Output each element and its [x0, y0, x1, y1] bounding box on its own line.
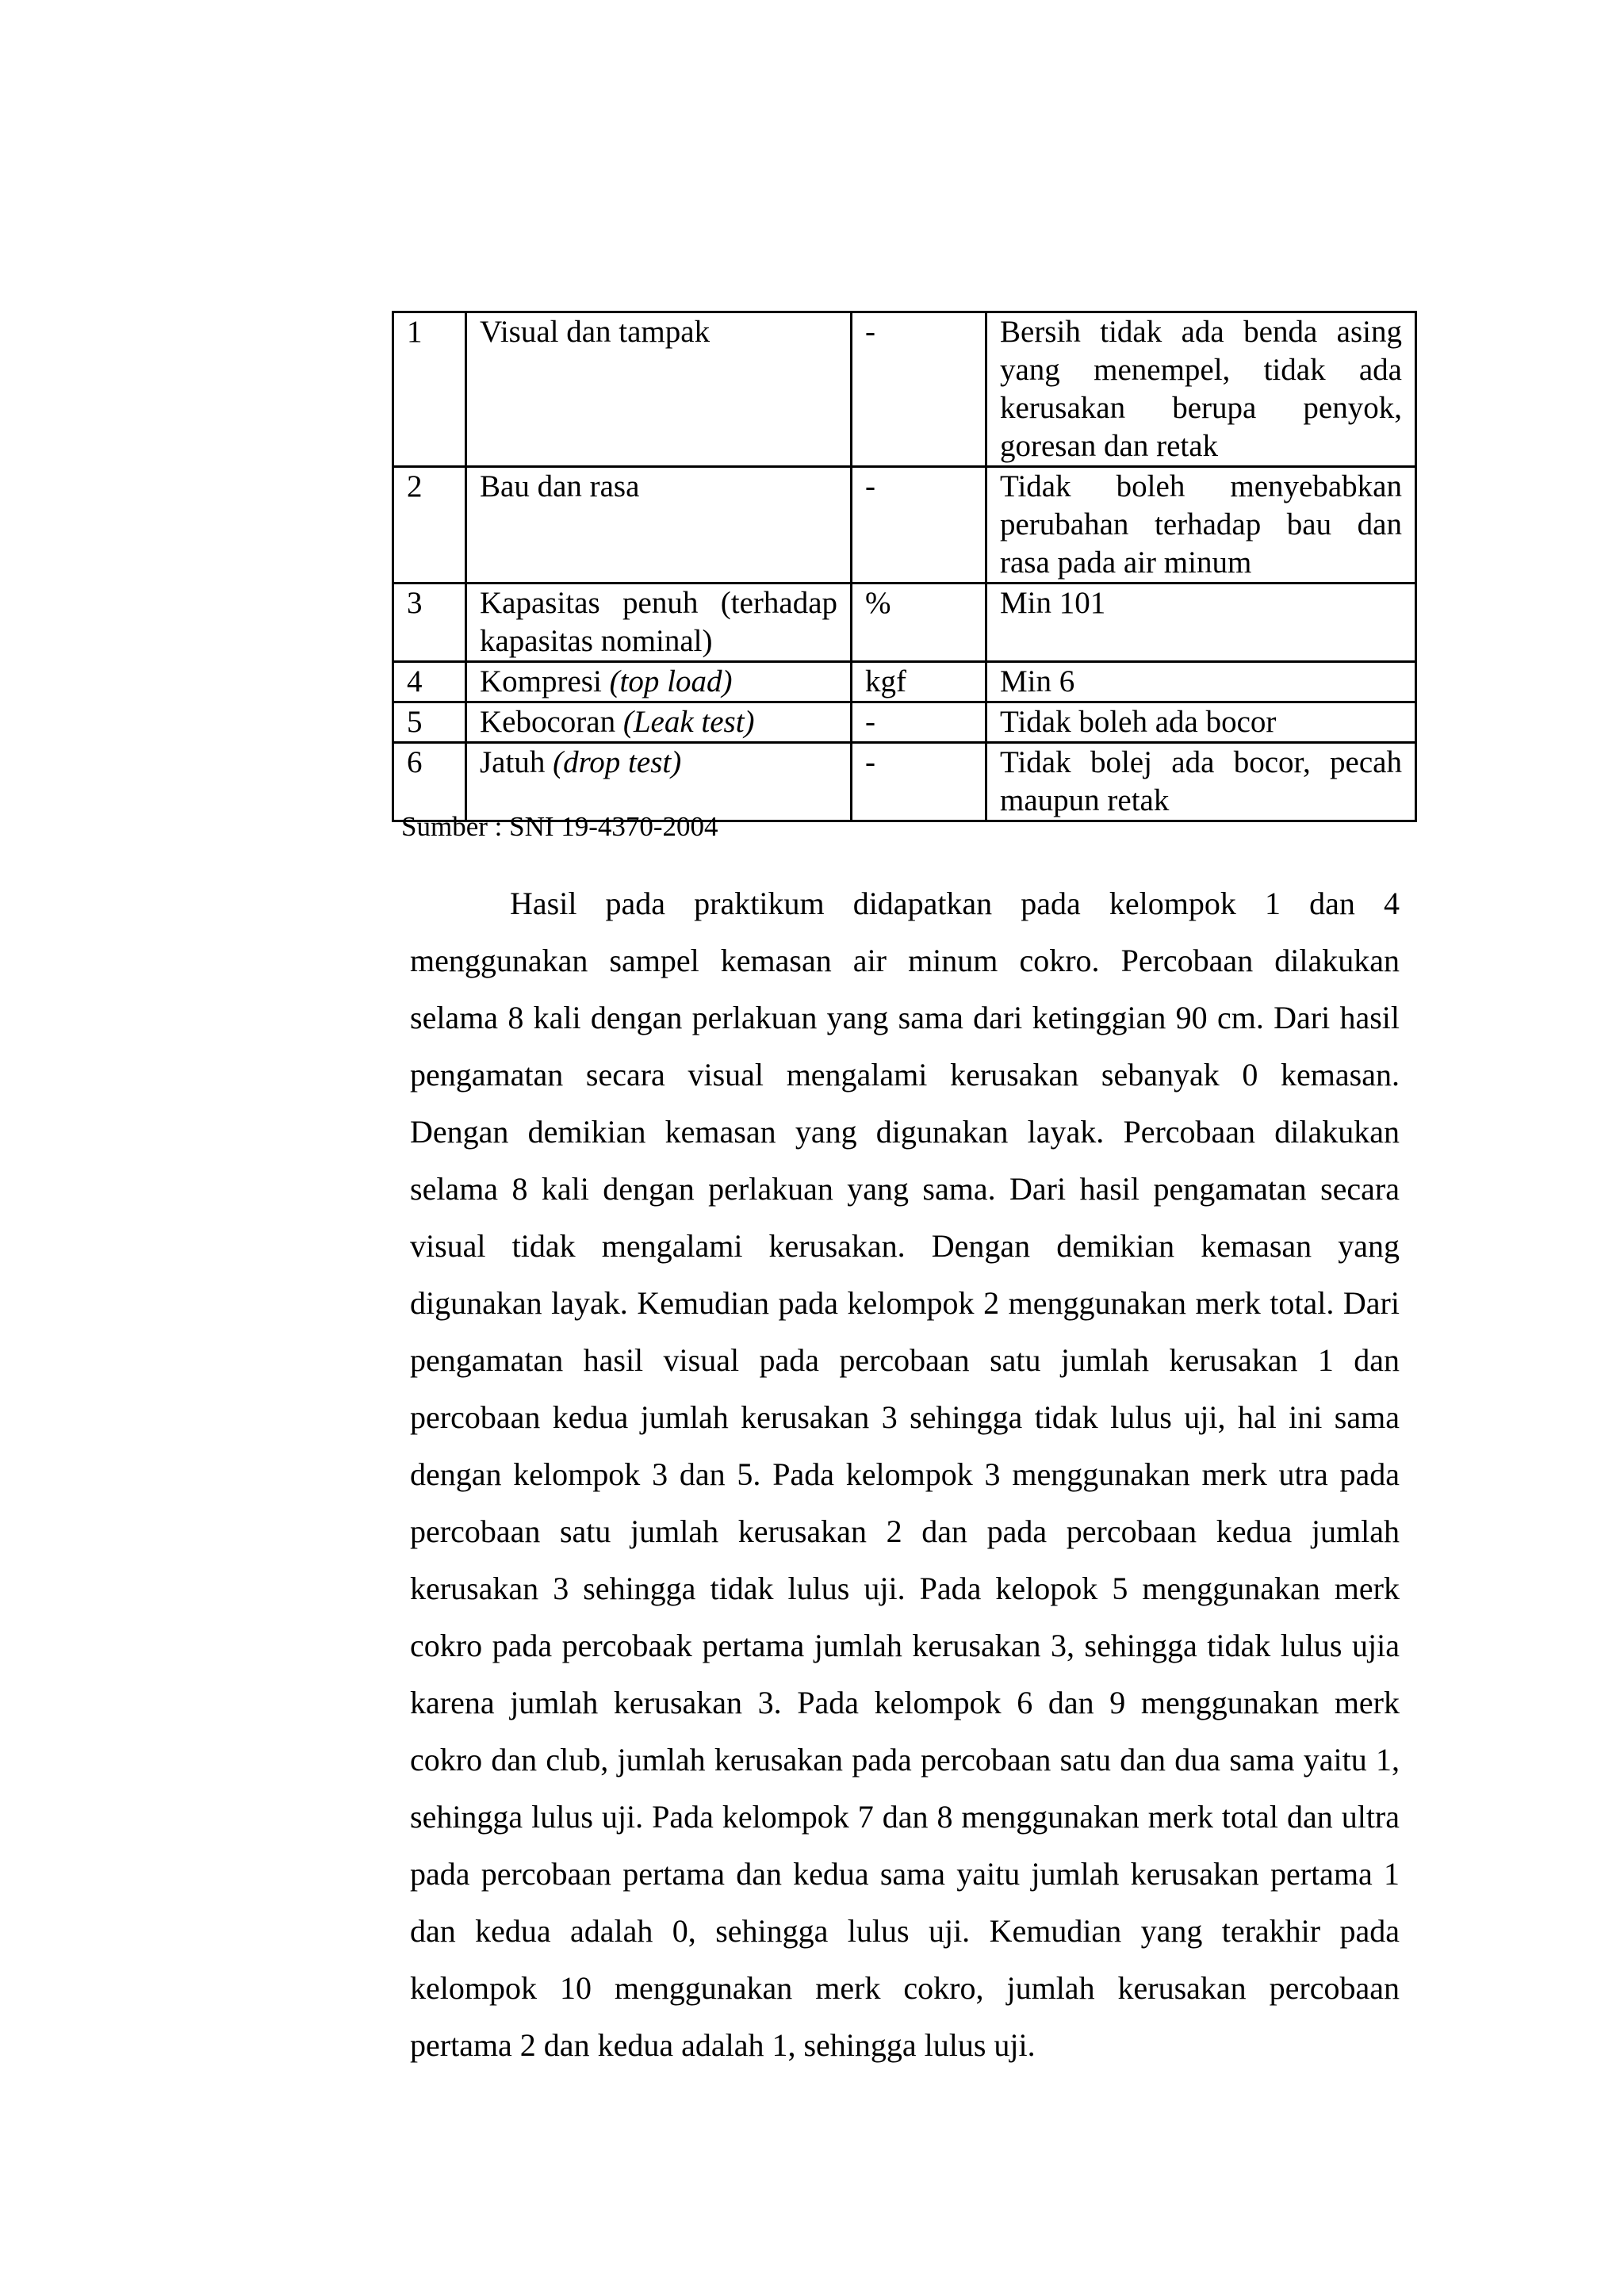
unit-cell: -	[852, 743, 986, 821]
requirement-cell: Tidak boleh ada bocor	[986, 702, 1416, 743]
row-number: 6	[393, 743, 466, 821]
parameter-text: Kapasitas penuh (terhadap kapasitas nominal)	[480, 586, 837, 658]
unit-cell: -	[852, 702, 986, 743]
parameter-italic: (drop test)	[553, 745, 682, 779]
requirement-cell: Tidak bolej ada bocor, pecah maupun retak	[986, 743, 1416, 821]
body-text	[410, 875, 1400, 2074]
parameter-cell	[466, 584, 852, 662]
table-row	[393, 312, 1416, 467]
table-row	[393, 702, 1416, 743]
row-number: 5	[393, 702, 466, 743]
requirement-cell: Bersih tidak ada benda asing yang menempel, tidak ada kerusakan berupa penyok, goresan dan retak	[986, 312, 1416, 467]
parameter-text: Bau dan rasa	[480, 469, 640, 503]
parameter-italic: (Leak test)	[622, 705, 755, 739]
row-number: 3	[393, 584, 466, 662]
table-row	[393, 662, 1416, 702]
parameter-text: Kebocoran	[480, 705, 623, 739]
parameter-text: Visual dan tampak	[480, 315, 710, 349]
parameter-italic: (top load)	[609, 664, 733, 698]
parameter-text: Kompresi	[480, 664, 610, 698]
parameter-cell	[466, 662, 852, 702]
parameter-cell	[466, 467, 852, 584]
parameter-text: Jatuh	[480, 745, 553, 779]
unit-cell: -	[852, 312, 986, 467]
requirement-cell: Min 101	[986, 584, 1416, 662]
unit-cell: %	[852, 584, 986, 662]
unit-cell: -	[852, 467, 986, 584]
parameter-cell	[466, 312, 852, 467]
unit-cell: kgf	[852, 662, 986, 702]
table-source: Sumber : SNI 19-4370-2004	[401, 811, 718, 842]
requirement-cell: Tidak boleh menyebabkan perubahan terhadap bau dan rasa pada air minum	[986, 467, 1416, 584]
row-number: 2	[393, 467, 466, 584]
specification-table	[392, 311, 1417, 822]
table-row	[393, 584, 1416, 662]
paragraph: Hasil pada praktikum didapatkan pada kelompok 1 dan 4 menggunakan sampel kemasan air minum cokro. Percobaan dilakukan selama 8 kali dengan perlakuan yang sama dari ketinggian 90 cm. Dari hasil pengamatan secara visual mengalami kerusakan sebanyak 0 kemasan. Dengan demikian kemasan yang digunakan layak. Percobaan dilakukan selama 8 kali dengan perlakuan yang sama. Dari hasil pengamatan secara visual tidak mengalami kerusakan. Dengan demikian kemasan yang digunakan layak. Kemudian pada kelompok 2 menggunakan merk total. Dari pengamatan hasil visual pada percobaan satu jumlah kerusakan 1 dan percobaan kedua jumlah kerusakan 3 sehingga tidak lulus uji, hal ini sama dengan kelompok 3 dan 5. Pada kelompok 3 menggunakan merk utra pada percobaan satu jumlah kerusakan 2 dan pada percobaan kedua jumlah kerusakan 3 sehingga tidak lulus uji. Pada kelopok 5 menggunakan merk cokro pada percobaak pertama jumlah kerusakan 3, sehingga tidak lulus ujia karena jumlah kerusakan 3. Pada kelompok 6 dan 9 menggunakan merk cokro dan club, jumlah kerusakan pada percobaan satu dan dua sama yaitu 1, sehingga lulus uji. Pada kelompok 7 dan 8 menggunakan merk total dan ultra pada percobaan pertama dan kedua sama yaitu jumlah kerusakan pertama 1 dan kedua adalah 0, sehingga lulus uji. Kemudian yang terakhir pada kelompok 10 menggunakan merk cokro, jumlah kerusakan percobaan pertama 2 dan kedua adalah 1, sehingga lulus uji.	[410, 886, 1400, 2063]
row-number: 1	[393, 312, 466, 467]
parameter-cell	[466, 702, 852, 743]
row-number: 4	[393, 662, 466, 702]
table-row	[393, 467, 1416, 584]
requirement-cell: Min 6	[986, 662, 1416, 702]
